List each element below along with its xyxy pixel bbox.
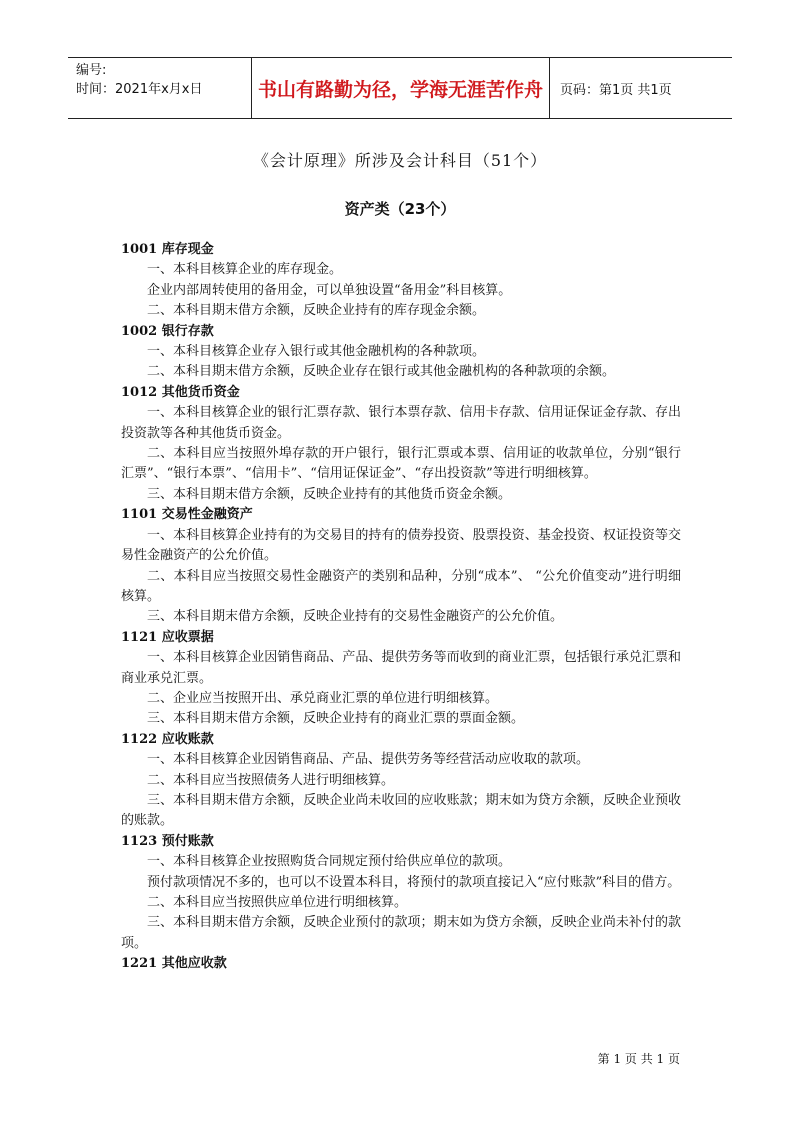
account-code: 1221 [121,956,158,972]
section-title: 资产类（23个） [344,200,456,218]
account-section [121,628,681,730]
header-motto: 书山有路勤为径，学海无涯苦作舟 [252,58,550,118]
account-paragraph: 一、本科目核算企业的银行汇票存款、银行本票存款、信用卡存款、信用证保证金存款、存出投资款等各种其他货币资金。 [121,405,681,441]
account-name: 交易性金融资产 [161,507,253,523]
account-paragraph: 二、本科目应当按照交易性金融资产的类别和品种，分别“成本”、 “公允价值变动”进行明细核算。 [121,568,681,604]
account-paragraph: 一、本科目核算企业按照购货合同规定预付给供应单位的款项。 [147,854,512,870]
account-section [121,505,681,627]
account-heading [121,954,681,974]
account-paragraph: 二、本科目期末借方余额，反映企业持有的库存现金余额。 [147,303,486,319]
account-paragraph: 一、本科目核算企业持有的为交易目的持有的债券投资、股票投资、基金投资、权证投资等交易性金融资产的公允价值。 [121,527,681,564]
account-paragraph: 三、本科目期末借方余额，反映企业预付的款项；期末如为贷方余额，反映企业尚未补付的款项。 [121,915,681,951]
account-heading [121,730,681,750]
account-name: 应收票据 [161,629,214,645]
account-code: 1121 [121,629,158,645]
account-section [121,730,681,832]
account-section [121,954,681,974]
account-code: 1123 [121,833,158,849]
account-name: 库存现金 [161,242,214,257]
document-body [121,240,681,975]
header-page-info: 页码：第1页 共1页 [560,82,672,98]
page-header [68,57,732,119]
account-paragraph: 三、本科目期末借方余额，反映企业持有的其他货币资金余额。 [147,486,512,502]
account-code: 1012 [121,384,158,400]
account-code: 1002 [121,323,158,339]
account-code: 1001 [121,242,158,257]
account-name: 预付账款 [161,833,214,849]
account-paragraph: 二、本科目应当按照债务人进行明细核算。 [147,772,395,788]
account-paragraph: 一、本科目核算企业存入银行或其他金融机构的各种款项。 [147,344,486,360]
account-name: 银行存款 [161,323,214,339]
account-heading [121,832,681,852]
account-name: 其他应收款 [161,956,227,972]
account-code: 1101 [121,507,158,523]
account-name: 应收账款 [161,731,214,747]
account-section [121,383,681,505]
account-paragraph: 三、本科目期末借方余额，反映企业持有的交易性金融资产的公允价值。 [147,609,564,625]
account-paragraph: 二、本科目应当按照供应单位进行明细核算。 [147,895,408,910]
account-section [121,322,681,383]
account-heading [121,322,681,342]
number-label: 编号: [76,63,107,78]
account-paragraph: 一、本科目核算企业因销售商品、产品、提供劳务等而收到的商业汇票，包括银行承兑汇票和商业承兑汇票。 [121,650,681,686]
account-paragraph: 预付款项情况不多的，也可以不设置本科目，将预付的款项直接记入“应付账款”科目的借方。 [147,874,681,890]
account-section [121,240,681,322]
account-paragraph: 三、本科目期末借方余额，反映企业尚未收回的应收账款；期末如为贷方余额，反映企业预收的账款。 [121,792,681,829]
account-heading [121,505,681,525]
account-paragraph: 二、企业应当按照开出、承兑商业汇票的单位进行明细核算。 [147,690,499,706]
account-paragraph: 三、本科目期末借方余额，反映企业持有的商业汇票的票面金额。 [147,711,525,727]
account-heading [121,383,681,403]
document-title: 《会计原理》所涉及会计科目（51个） [252,151,548,170]
account-name: 其他货币资金 [161,384,240,400]
account-section [121,832,681,954]
account-paragraph: 二、本科目期末借方余额，反映企业存在银行或其他金融机构的各种款项的余额。 [147,364,616,380]
account-heading [121,628,681,648]
page-footer: 第 1 页 共 1 页 [597,1052,680,1066]
account-code: 1122 [121,731,158,747]
account-paragraph: 二、本科目应当按照外埠存款的开户银行，银行汇票或本票、信用证的收款单位，分别“银行汇票”、“银行本票”、“信用卡”、“信用证保证金”、“存出投资款”等进行明细核算。 [121,446,681,482]
time-label: 时间：2021年x月x日 [76,82,203,97]
account-paragraph: 一、本科目核算企业因销售商品、产品、提供劳务等经营活动应收取的款项。 [147,752,590,768]
header-meta [68,58,252,118]
account-paragraph: 企业内部周转使用的备用金，可以单独设置“备用金”科目核算。 [147,282,512,298]
account-paragraph: 一、本科目核算企业的库存现金。 [147,262,343,278]
account-heading [121,240,681,260]
